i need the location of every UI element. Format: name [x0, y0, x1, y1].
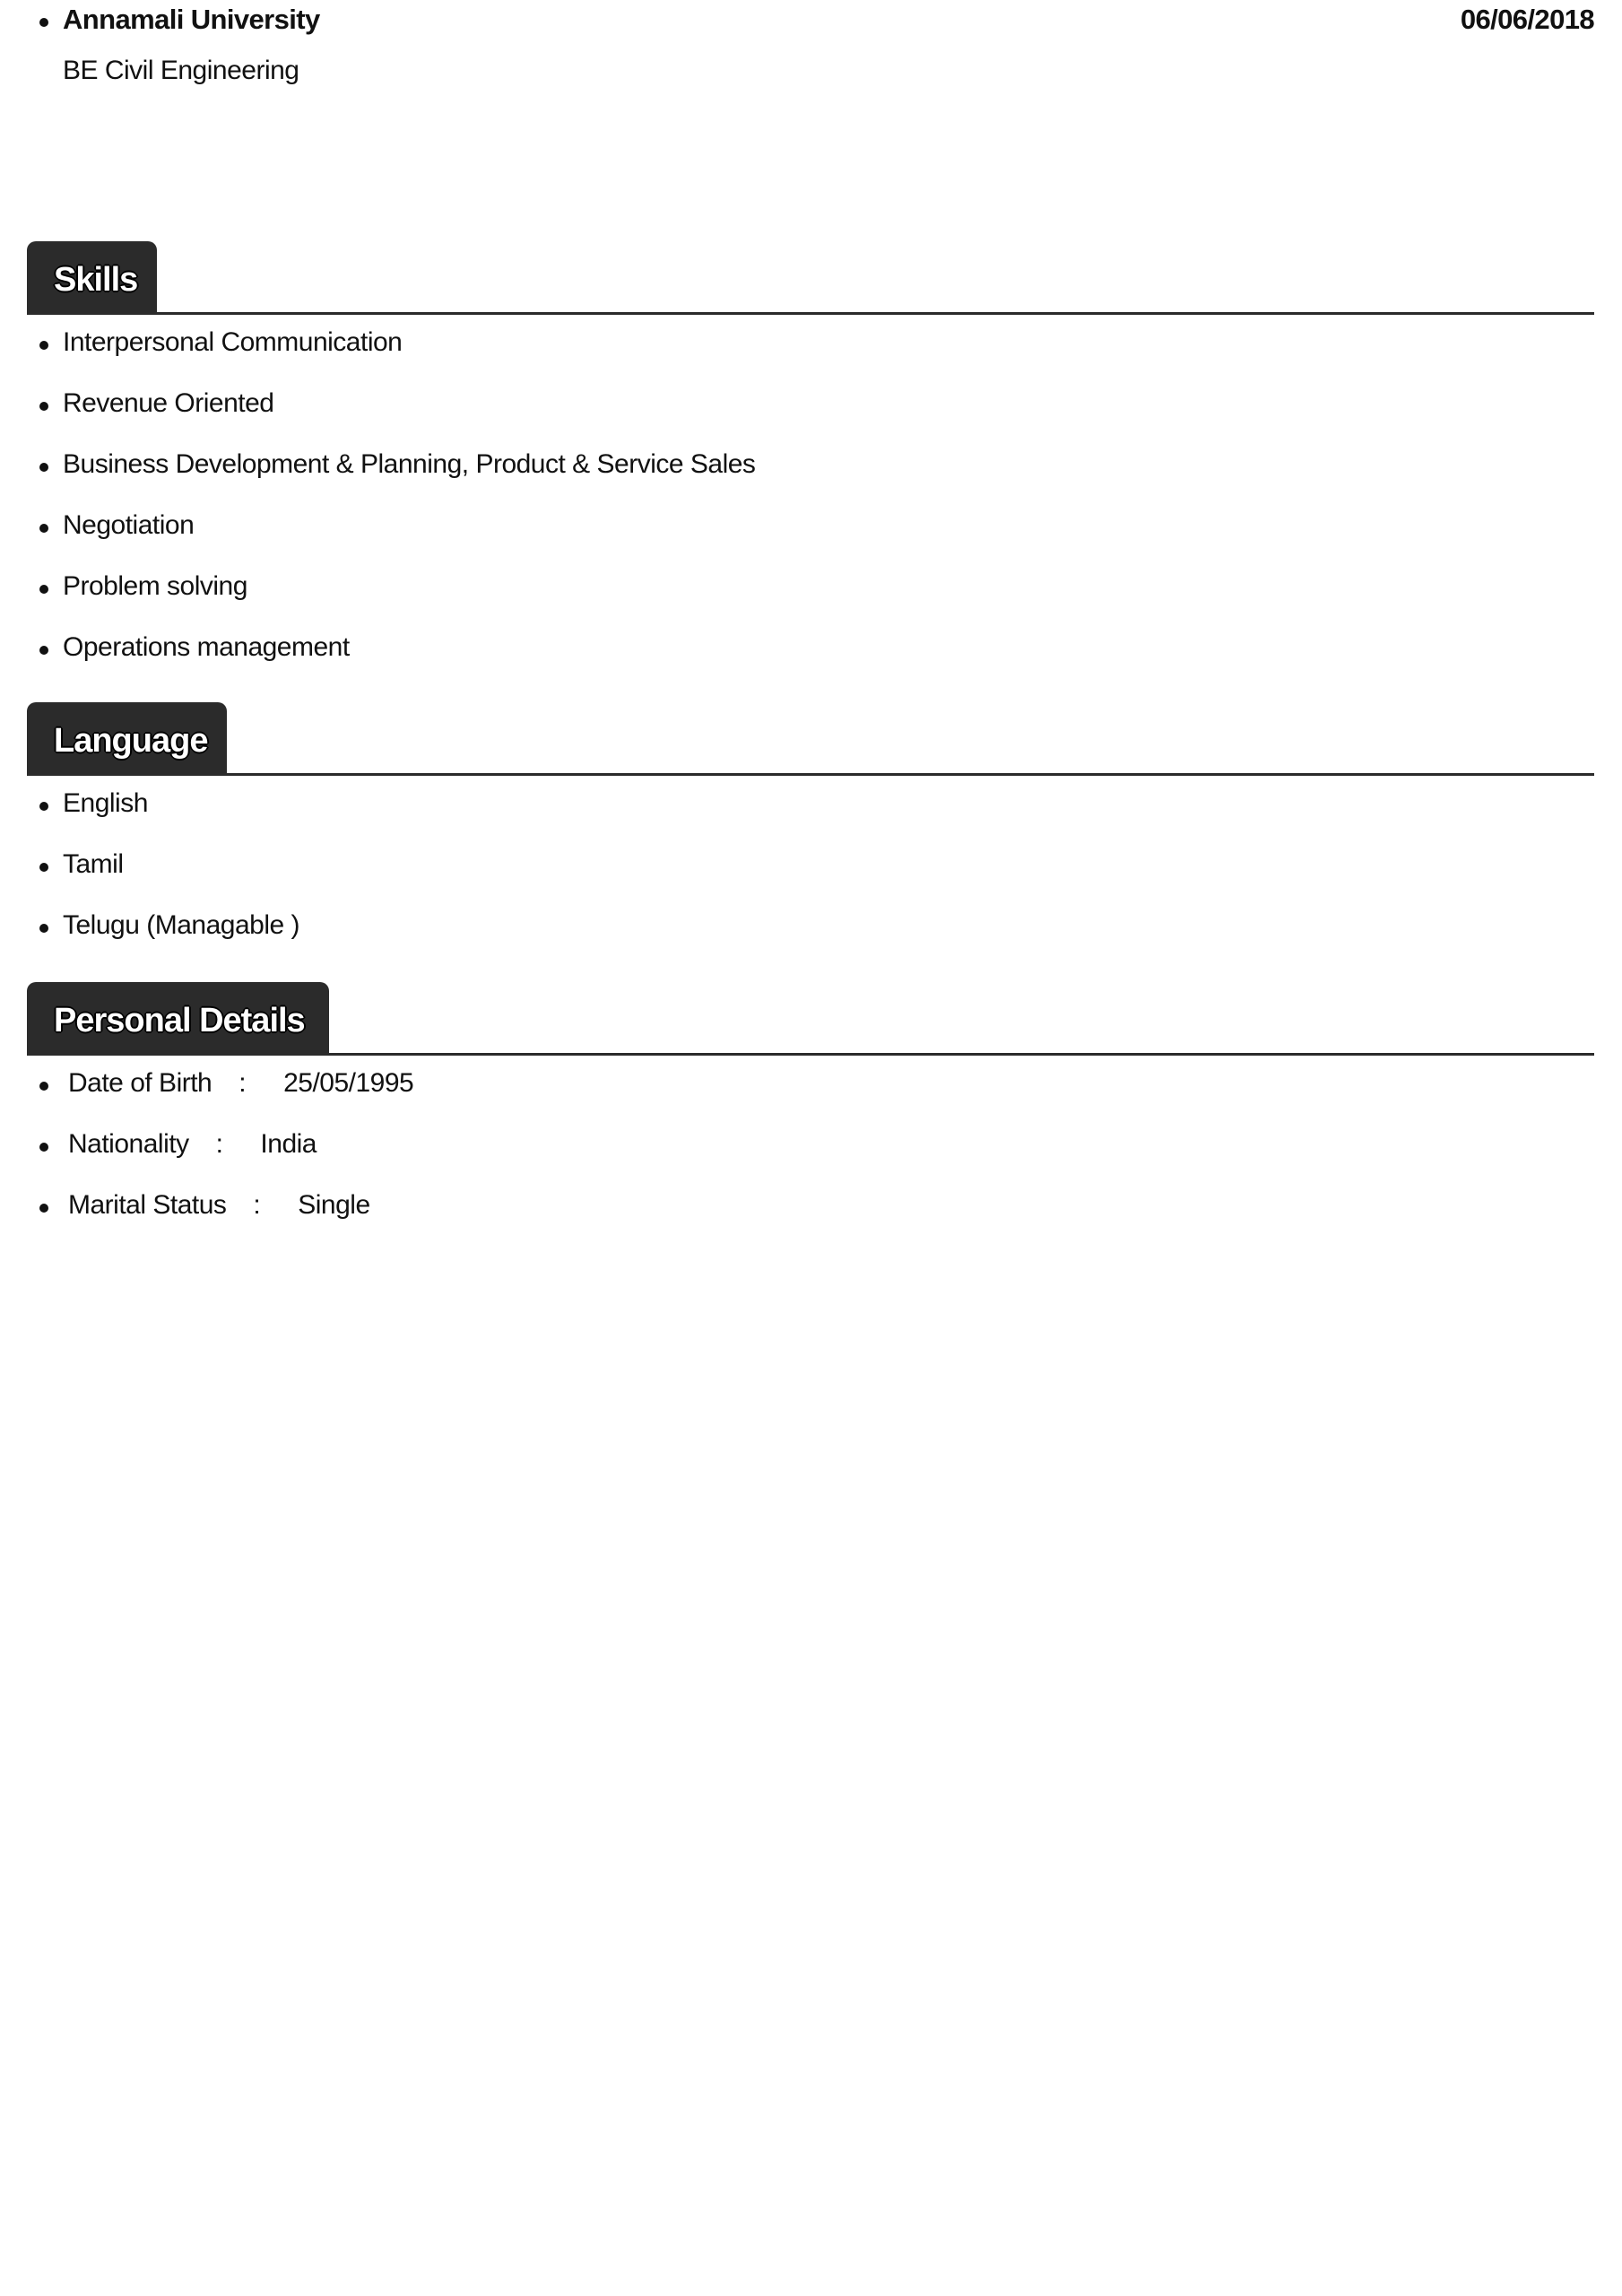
detail-label: Marital Status: [68, 1190, 227, 1220]
skills-section-title: Skills: [54, 260, 138, 299]
personal-details-section-header: [27, 979, 1594, 1056]
detail-value: 25/05/1995: [283, 1068, 414, 1098]
education-entry: [27, 0, 1594, 85]
skills-section-header: [27, 239, 1594, 315]
skill-text: Problem solving: [63, 571, 247, 601]
detail-value: India: [260, 1129, 317, 1159]
bullet-icon: [39, 463, 48, 472]
bullet-icon: [39, 1143, 48, 1152]
list-item: [27, 898, 1594, 959]
bullet-icon: [39, 524, 48, 533]
list-item: [27, 559, 1594, 620]
skills-list: [27, 315, 1594, 681]
skill-text: Revenue Oriented: [63, 388, 274, 418]
skills-section: [27, 239, 1594, 681]
detail-separator: :: [253, 1190, 261, 1220]
bullet-icon: [39, 802, 48, 811]
detail-label: Date of Birth: [68, 1068, 213, 1098]
bullet-icon: [39, 1204, 48, 1213]
bullet-icon: [39, 863, 48, 872]
list-item: [27, 1117, 1594, 1178]
personal-details-section: [27, 979, 1594, 1239]
education-degree: BE Civil Engineering: [63, 56, 299, 85]
bullet-icon: [39, 585, 48, 594]
detail-row: [68, 1129, 317, 1160]
language-section-title: Language: [54, 721, 208, 760]
bullet-icon: [39, 1082, 48, 1091]
skill-text: Negotiation: [63, 510, 195, 540]
skill-text: Interpersonal Communication: [63, 327, 403, 357]
bullet-icon: [39, 924, 48, 933]
language-section: [27, 700, 1594, 959]
skill-text: Business Development & Planning, Product & Service Sales: [63, 449, 756, 479]
list-item: [27, 776, 1594, 837]
detail-row: [68, 1190, 370, 1221]
list-item: [27, 1056, 1594, 1117]
skill-text: Operations management: [63, 632, 350, 662]
education-header-row: [27, 0, 1594, 45]
list-item: [27, 315, 1594, 376]
bullet-icon: [39, 646, 48, 655]
education-school: Annamali University: [63, 4, 320, 35]
detail-label: Nationality: [68, 1129, 189, 1159]
language-text: Telugu (Managable ): [63, 910, 300, 940]
detail-separator: :: [215, 1129, 223, 1159]
list-item: [27, 837, 1594, 898]
detail-separator: :: [239, 1068, 247, 1098]
bullet-icon: [39, 402, 48, 411]
list-item: [27, 437, 1594, 498]
list-item: [27, 498, 1594, 559]
list-item: [27, 376, 1594, 437]
detail-row: [68, 1068, 413, 1099]
detail-value: Single: [298, 1190, 370, 1220]
language-section-tab: [27, 702, 227, 776]
language-text: Tamil: [63, 849, 124, 879]
bullet-icon: [39, 341, 48, 350]
language-section-header: [27, 700, 1594, 776]
list-item: [27, 1178, 1594, 1239]
skills-section-tab: [27, 241, 157, 315]
personal-details-section-tab: [27, 982, 329, 1056]
personal-details-list: [27, 1056, 1594, 1239]
list-item: [27, 620, 1594, 681]
education-date: 06/06/2018: [1460, 4, 1594, 35]
personal-details-section-title: Personal Details: [54, 1001, 305, 1039]
language-list: [27, 776, 1594, 959]
language-text: English: [63, 788, 148, 818]
bullet-icon: [39, 18, 48, 27]
